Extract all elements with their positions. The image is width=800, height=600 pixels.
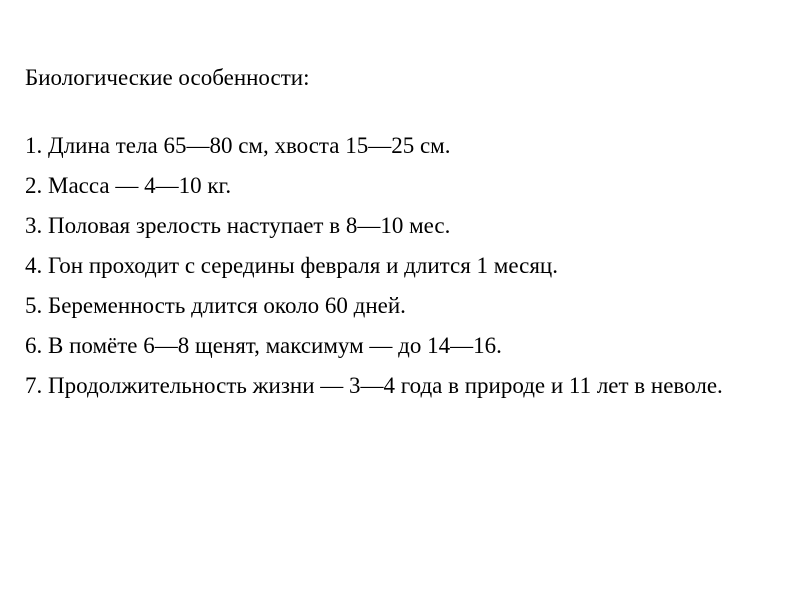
list-item: 3. Половая зрелость наступает в 8—10 мес.	[25, 213, 451, 238]
list-item: 1. Длина тела 65—80 см, хвоста 15—25 см.	[25, 133, 451, 158]
list-item: 5. Беременность длится около 60 дней.	[25, 293, 406, 318]
slide-heading: Биологические особенности:	[25, 65, 310, 90]
list-item: 6. В помёте 6—8 щенят, максимум — до 14—16.	[25, 333, 502, 358]
list-item: 4. Гон проходит с середины февраля и длится 1 месяц.	[25, 253, 558, 278]
list-item: 7. Продолжительность жизни — 3—4 года в природе и 11 лет в неволе.	[25, 373, 723, 398]
list-item: 2. Масса — 4—10 кг.	[25, 173, 232, 198]
features-list	[25, 131, 730, 401]
